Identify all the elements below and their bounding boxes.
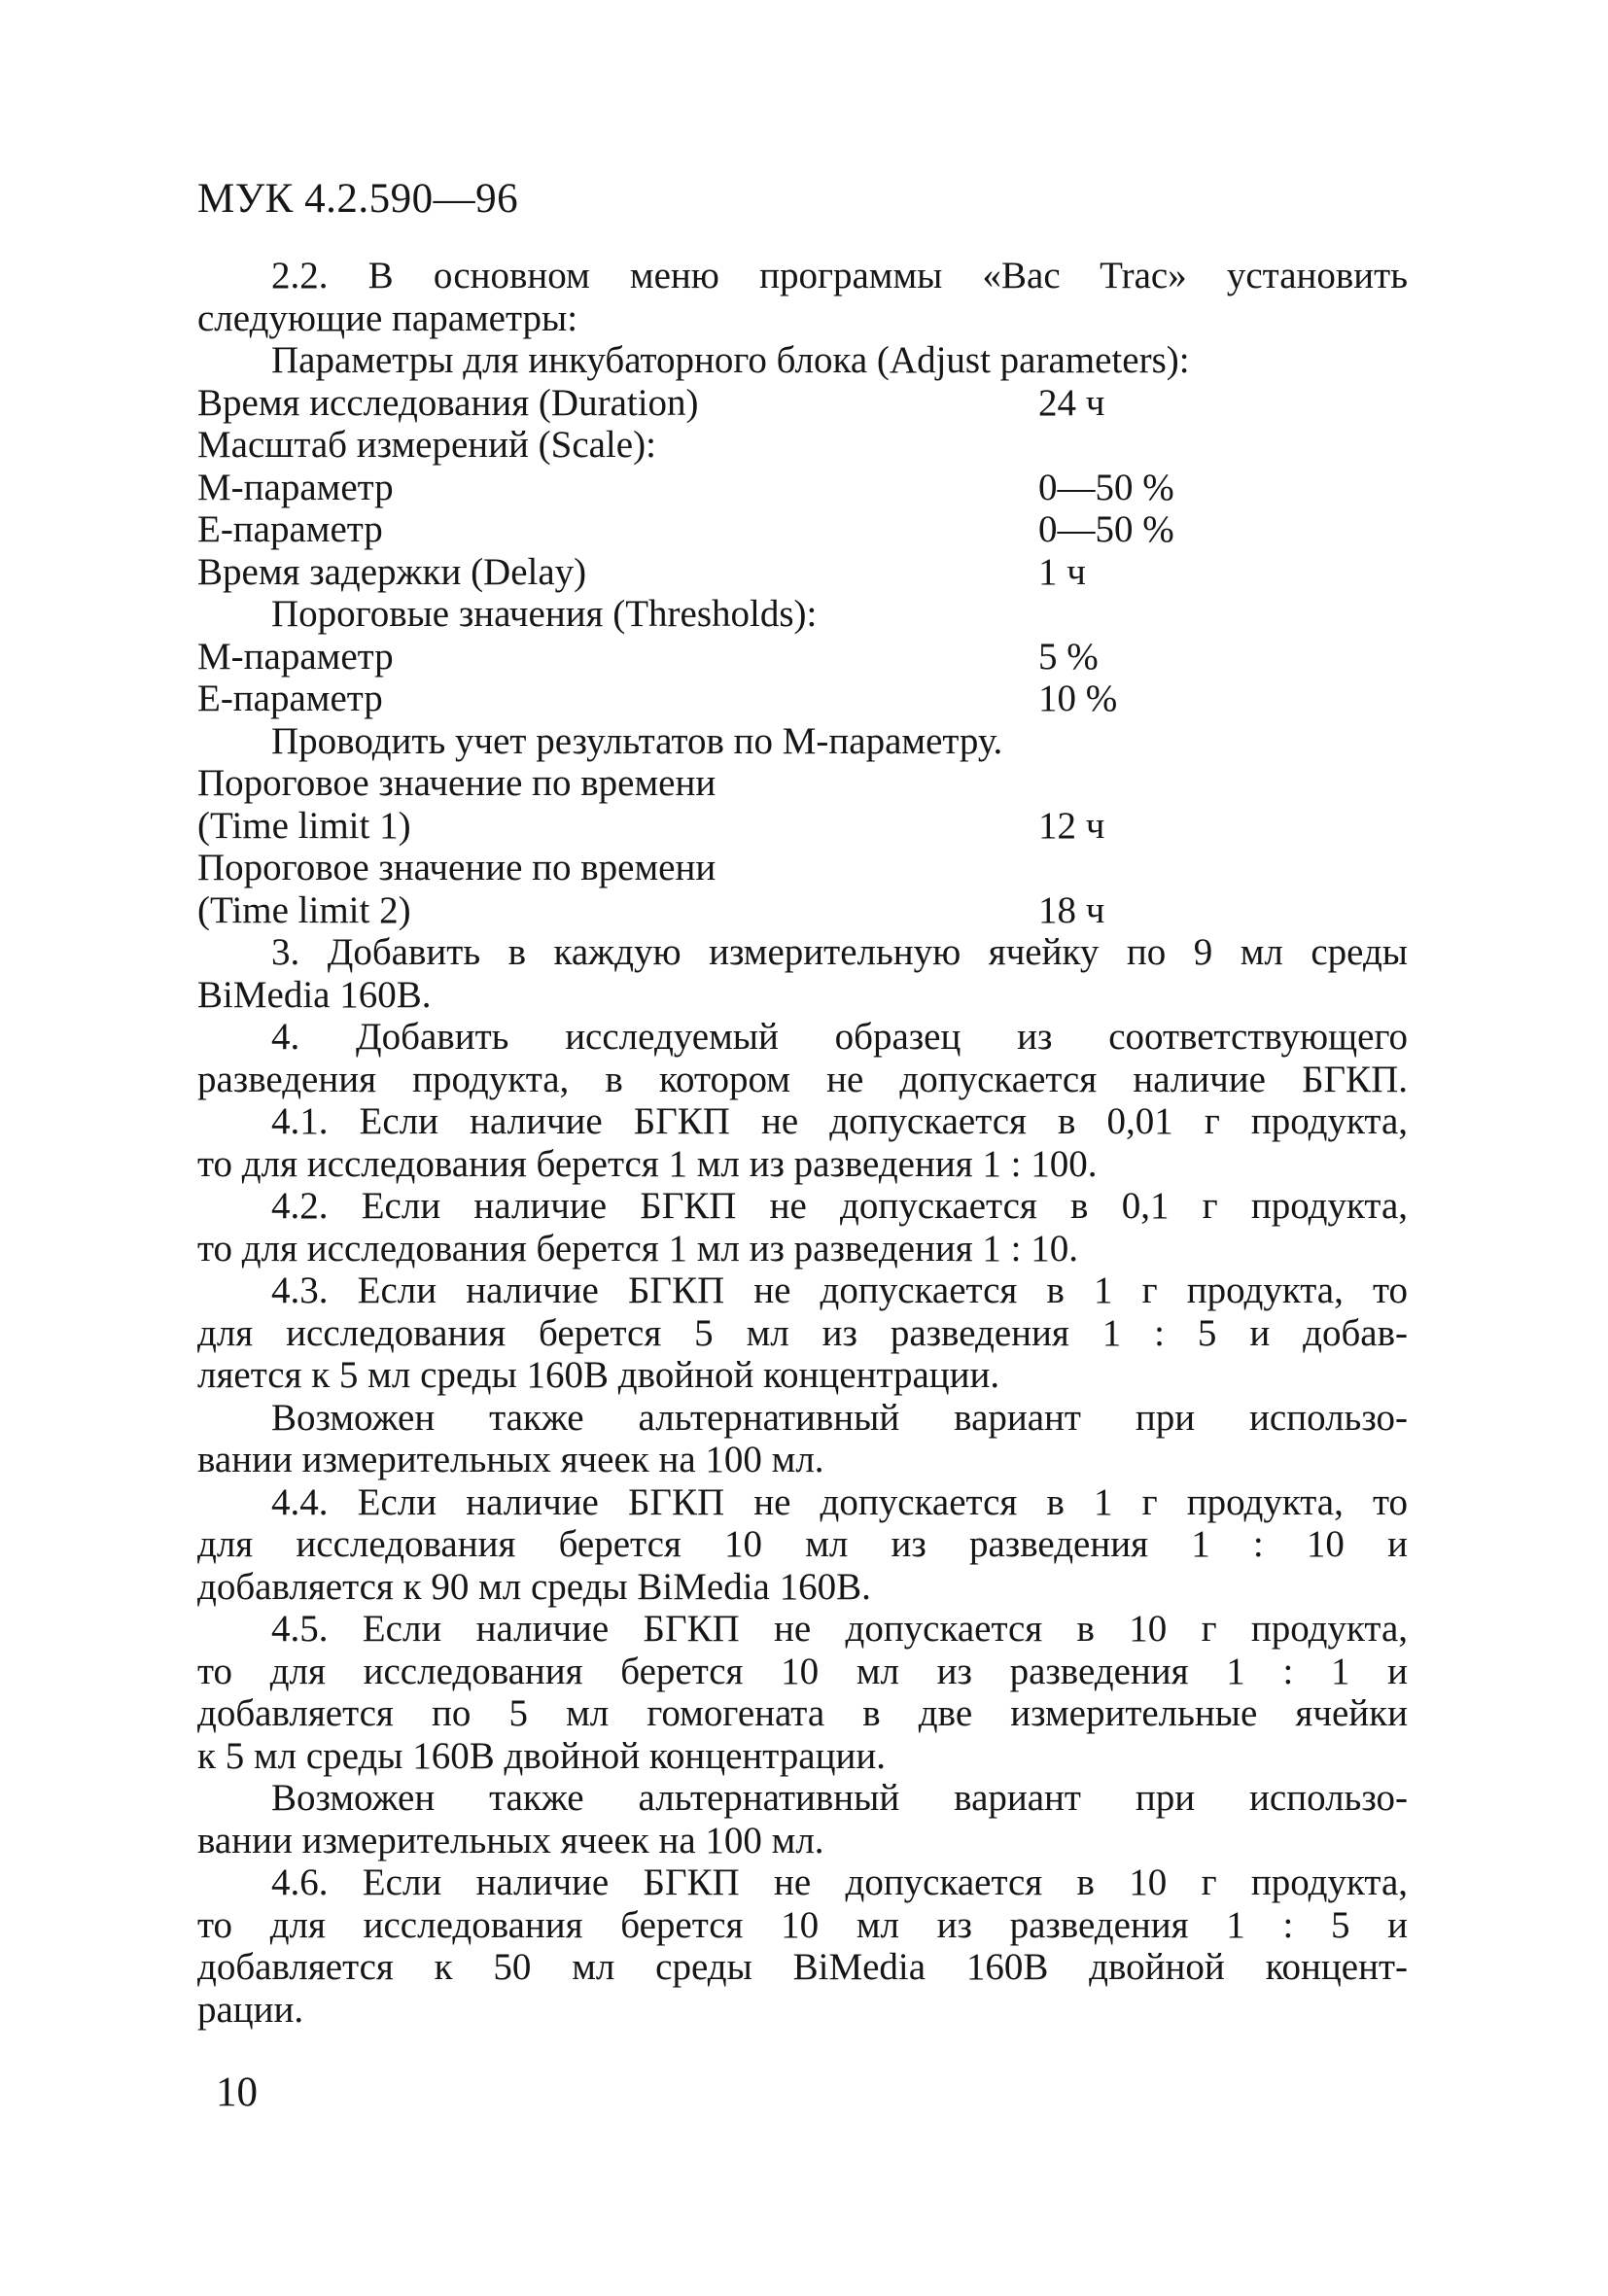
param-label: М-параметр	[197, 466, 394, 508]
param-label: М-параметр	[197, 635, 394, 678]
paragraph-4-1-line: то для исследования берется 1 мл из разведения 1 : 100.	[197, 1142, 1098, 1185]
param-label: (Time limit 2)	[197, 888, 411, 931]
paragraph-4-5-line: то для исследования берется 10 мл из разведения 1 : 1 и	[197, 1650, 1408, 1692]
paragraph-4-3-line: ляется к 5 мл среды 160В двойной концентрации.	[197, 1354, 1000, 1396]
paragraph-3-line: BiMedia 160B.	[197, 973, 432, 1016]
param-label: (Time limit 1)	[197, 804, 411, 847]
paragraph-4-5-line: 4.5. Если наличие БГКП не допускается в 10 г продукта,	[271, 1608, 1408, 1650]
param-label: Е-параметр	[197, 678, 383, 719]
paragraph-4-1-line: 4.1. Если наличие БГКП не допускается в 0,01 г продукта,	[271, 1100, 1408, 1142]
param-row-e-parameter	[197, 508, 1408, 551]
alternative-note-line: вании измерительных ячеек на 100 мл.	[197, 1439, 824, 1480]
thresholds-heading: Пороговые значения (Thresholds):	[271, 593, 818, 635]
paragraph-4-6-line: 4.6. Если наличие БГКП не допускается в 10 г продукта,	[271, 1861, 1408, 1903]
paragraph-4-3-line: 4.3. Если наличие БГКП не допускается в 1 г продукта, то	[271, 1270, 1408, 1311]
param-value: 1 ч	[1038, 550, 1086, 593]
document-code-header: МУК 4.2.590—96	[197, 176, 519, 222]
threshold-row-m-parameter	[197, 636, 1408, 678]
document-body	[197, 255, 1408, 2031]
paragraph-4-6-line: добавляется к 50 мл среды BiMedia 160B двойной концент-	[197, 1946, 1408, 1988]
paragraph-4-6-line: то для исследования берется 10 мл из разведения 1 : 5 и	[197, 1903, 1408, 1946]
alternative-note-line: Возможен также альтернативный вариант при использо-	[271, 1777, 1408, 1819]
param-row-scale	[197, 424, 1408, 467]
param-value: 10 %	[1038, 678, 1118, 719]
param-value: 0—50 %	[1038, 466, 1174, 508]
param-row-delay	[197, 551, 1408, 594]
paragraph-4-4-line: добавляется к 90 мл среды BiMedia 160B.	[197, 1565, 871, 1608]
page-number: 10	[216, 2070, 258, 2115]
param-row-m-parameter	[197, 467, 1408, 509]
paragraph-3-line: 3. Добавить в каждую измерительную ячейку по 9 мл среды	[271, 931, 1408, 973]
incubator-params-heading: Параметры для инкубаторного блока (Adjust parameters):	[271, 339, 1190, 381]
param-label: Время задержки (Delay)	[197, 550, 587, 593]
alternative-note-line: Возможен также альтернативный вариант при использо-	[271, 1396, 1408, 1439]
paragraph-4-5-line: к 5 мл среды 160В двойной концентрации.	[197, 1734, 886, 1777]
param-value: 18 ч	[1038, 888, 1105, 931]
time-limit-1-label: Пороговое значение по времени	[197, 762, 717, 804]
time-limit-2-row	[197, 889, 1408, 932]
paragraph-4-line: разведения продукта, в котором не допускается наличие БГКП.	[197, 1058, 1408, 1100]
paragraph-4-4-line: 4.4. Если наличие БГКП не допускается в 1 г продукта, то	[271, 1480, 1408, 1523]
section-2-2-intro-cont: следующие параметры:	[197, 296, 578, 339]
param-label: Время исследования (Duration)	[197, 381, 699, 424]
time-limit-2-label: Пороговое значение по времени	[197, 847, 717, 888]
paragraph-4-6-line: рации.	[197, 1988, 304, 2031]
param-value: 5 %	[1038, 635, 1099, 678]
param-label: Е-параметр	[197, 508, 383, 550]
param-label: Масштаб измерений (Scale):	[197, 424, 656, 466]
section-2-2-intro: 2.2. В основном меню программы «Bac Trac» установить	[271, 255, 1408, 296]
time-limit-1-row	[197, 805, 1408, 848]
paragraph-4-2-line: то для исследования берется 1 мл из разведения 1 : 10.	[197, 1227, 1079, 1270]
param-row-duration	[197, 382, 1408, 425]
param-value: 12 ч	[1038, 804, 1105, 847]
paragraph-4-2-line: 4.2. Если наличие БГКП не допускается в 0,1 г продукта,	[271, 1185, 1408, 1227]
m-parameter-note: Проводить учет результатов по М-параметру.	[271, 719, 1003, 762]
paragraph-4-4-line: для исследования берется 10 мл из разведения 1 : 10 и	[197, 1523, 1408, 1565]
param-value: 24 ч	[1038, 381, 1105, 424]
threshold-row-e-parameter	[197, 678, 1408, 720]
alternative-note-line: вании измерительных ячеек на 100 мл.	[197, 1819, 824, 1861]
param-value: 0—50 %	[1038, 508, 1174, 550]
paragraph-4-3-line: для исследования берется 5 мл из разведения 1 : 5 и добав-	[197, 1311, 1408, 1354]
paragraph-4-5-line: добавляется по 5 мл гомогената в две измерительные ячейки	[197, 1692, 1408, 1734]
paragraph-4-line: 4. Добавить исследуемый образец из соответствующего	[271, 1016, 1408, 1058]
